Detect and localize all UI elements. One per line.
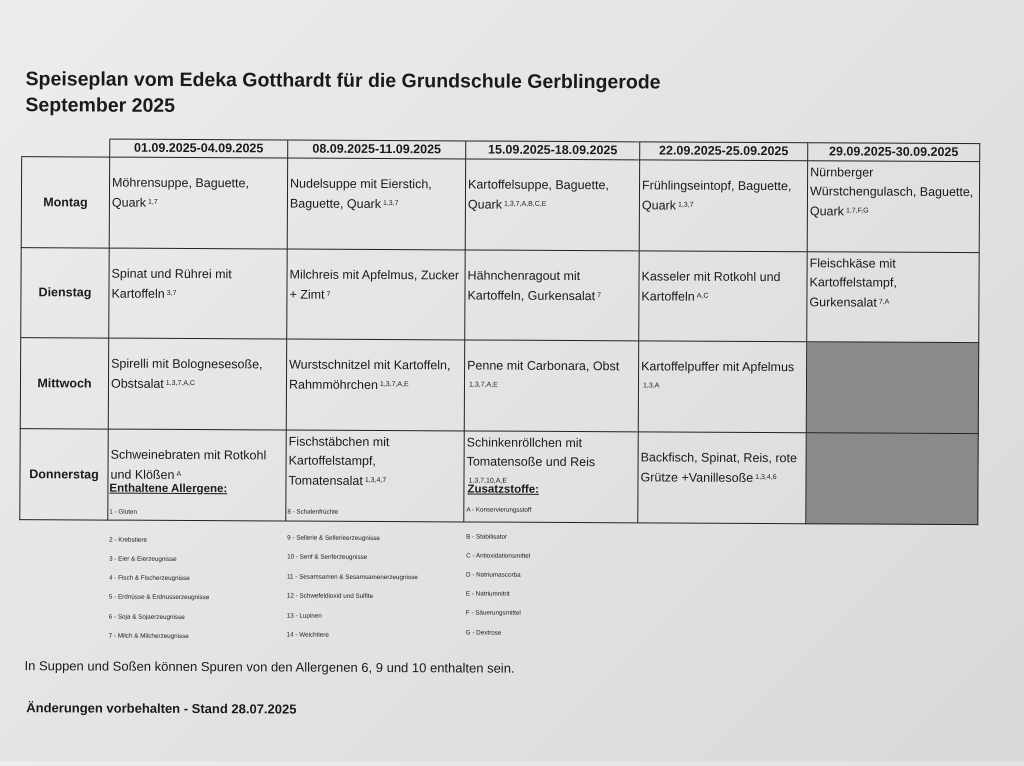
meal-cell xyxy=(109,248,287,339)
meal-cell xyxy=(287,249,465,340)
week-header: 15.09.2025-18.09.2025 xyxy=(466,141,640,160)
revision-note: Änderungen vorbehalten - Stand 28.07.2025 xyxy=(26,700,297,717)
meal-cell xyxy=(465,159,639,251)
meal-cell xyxy=(286,339,464,431)
additive-item: E - Natriumnitrit xyxy=(465,590,510,598)
menu-table xyxy=(19,138,980,525)
table-row xyxy=(21,157,979,253)
allergen-codes: 7 xyxy=(597,292,602,300)
meal-cell xyxy=(639,160,807,252)
allergen-codes: 1,3,4,7 xyxy=(364,476,387,485)
allergen-codes: 1,3,7 xyxy=(677,201,694,209)
allergen-item: 6 - Soja & Sojaerzeugnisse xyxy=(108,613,185,621)
additive-item: A - Konservierungsstoff xyxy=(466,506,532,514)
allergen-item: 4 - Fisch & Fischerzeugnisse xyxy=(108,574,190,583)
header-corner xyxy=(22,139,110,157)
meal-cell xyxy=(464,340,638,432)
meal-text: Möhrensuppe, Baguette, Quark xyxy=(111,175,249,210)
meal-cell xyxy=(638,341,806,433)
title-line-1: Speiseplan vom Edeka Gotthardt für die Grundschule Gerblingerode xyxy=(25,68,661,94)
meal-cell xyxy=(108,429,286,521)
meal-text: Fischstäbchen mit Kartoffelstampf, Tomatensalat xyxy=(288,434,390,488)
additive-item: F - Säuerungsmittel xyxy=(465,609,521,617)
allergen-item: 11 - Sesamsamen & Sesamsamenerzeugnisse xyxy=(286,573,418,582)
day-label: Dienstag xyxy=(21,248,109,338)
week-header: 08.09.2025-11.09.2025 xyxy=(288,140,466,159)
week-header: 22.09.2025-25.09.2025 xyxy=(640,142,808,161)
meal-cell xyxy=(287,158,465,250)
allergen-codes: 1,3,7,10,A,E xyxy=(468,477,508,485)
meal-text: Schweinebraten mit Rotkohl und Klößen xyxy=(110,447,267,482)
meal-text: Kasseler mit Rotkohl und Kartoffeln xyxy=(641,269,781,304)
allergen-item: 8 - Schalenfrüchte xyxy=(287,508,339,516)
day-label: Donnerstag xyxy=(20,429,108,520)
meal-text: Spinat und Rührei mit Kartoffeln xyxy=(111,266,232,301)
allergen-item: 9 - Sellerie & Sellerieerzeugnisse xyxy=(287,534,380,542)
document-title xyxy=(25,66,660,121)
meal-cell xyxy=(807,161,979,253)
allergen-item: 1 - Gluten xyxy=(109,508,137,516)
additive-item: D - Natriumascorba xyxy=(465,571,521,579)
allergen-item: 5 - Erdnüsse & Erdnusserzeugnisse xyxy=(108,593,210,602)
empty-cell xyxy=(806,342,978,434)
meal-text: Milchreis mit Apfelmus, Zucker + Zimt xyxy=(289,267,460,302)
allergen-codes: 3,7 xyxy=(166,289,177,297)
allergens-title: Enthaltene Allergene: xyxy=(109,482,228,496)
meal-text: Frühlingseintopf, Baguette, Quark xyxy=(641,178,792,213)
allergen-codes: 1,3,7,A,C xyxy=(165,379,196,388)
allergen-codes: 1,7,F,G xyxy=(845,207,869,215)
traces-note: In Suppen und Soßen können Spuren von den Allergenen 6, 9 und 10 enthalten sein. xyxy=(24,658,515,676)
allergen-item: 2 - Krebstiere xyxy=(109,536,147,544)
additive-item: C - Antioxidationsmittel xyxy=(466,552,531,560)
allergens-legend xyxy=(109,483,227,496)
allergen-codes: 1,3,A xyxy=(642,382,660,390)
allergen-codes: 1,7 xyxy=(147,198,158,206)
allergen-codes: 1,3,7,A,B,C,E xyxy=(503,200,547,208)
meal-text: Hähnchenragout mit Kartoffeln, Gurkensalat xyxy=(467,268,596,304)
allergen-codes: 7 xyxy=(326,290,331,298)
allergen-codes: 1,3,7,A,E xyxy=(468,381,498,389)
allergen-item: 12 - Schwefeldioxid und Sulfite xyxy=(286,592,374,600)
week-header: 01.09.2025-04.09.2025 xyxy=(110,139,288,158)
week-header: 29.09.2025-30.09.2025 xyxy=(808,143,980,162)
day-label: Montag xyxy=(21,157,109,248)
table-row xyxy=(20,338,978,434)
allergen-codes: A,C xyxy=(696,292,709,300)
meal-cell xyxy=(108,338,286,430)
title-line-2: September 2025 xyxy=(25,94,176,117)
table-row xyxy=(21,248,979,343)
meal-text: Wurstschnitzel mit Kartoffeln, Rahmmöhrchen xyxy=(288,357,451,392)
meal-text: Kartoffelpuffer mit Apfelmus xyxy=(641,359,795,375)
meal-text: Nürnberger Würstchengulasch, Baguette, Quark xyxy=(809,165,974,219)
allergen-item: 10 - Senf & Senferzeugnisse xyxy=(287,553,368,561)
day-label: Mittwoch xyxy=(20,338,108,429)
meal-text: Backfisch, Spinat, Reis, rote Grütze +Vanillesoße xyxy=(640,450,797,485)
allergen-codes: 1,3,4,6 xyxy=(755,473,777,482)
allergen-item: 3 - Eier & Eierzeugnisse xyxy=(109,555,177,563)
meal-text: Fleischkäse mit Kartoffelstampf, Gurkensalat xyxy=(809,256,897,310)
allergen-codes: 7,A xyxy=(878,298,890,306)
allergen-codes: 1,3,7,A,E xyxy=(379,380,409,389)
empty-cell xyxy=(806,433,978,525)
allergen-codes: A xyxy=(176,470,182,478)
meal-text: Penne mit Carbonara, Obst xyxy=(467,358,620,374)
allergen-codes: 1,3,7 xyxy=(382,200,399,208)
allergen-item: 7 - Milch & Milcherzeugnisse xyxy=(108,632,189,640)
meal-text: Schinkenröllchen mit Tomatensoße und Reis xyxy=(466,435,596,470)
allergen-item: 13 - Lupinen xyxy=(286,612,322,620)
additives-title: Zusatzstoffe: xyxy=(467,483,540,496)
additive-item: G - Dextrose xyxy=(465,629,502,637)
meal-cell xyxy=(639,251,807,342)
meal-text: Nudelsuppe mit Eierstich, Baguette, Quark xyxy=(289,176,432,211)
meal-cell xyxy=(109,157,287,249)
meal-cell xyxy=(638,432,806,524)
meal-text: Spirelli mit Bolognesesoße, Obstsalat xyxy=(110,356,263,391)
meal-cell xyxy=(807,252,979,343)
meal-text: Kartoffelsuppe, Baguette, Quark xyxy=(467,177,609,212)
meal-cell xyxy=(465,250,639,341)
additives-legend xyxy=(467,483,539,495)
allergen-item: 14 - Weichtiere xyxy=(286,631,329,639)
additive-item: B - Stabilisator xyxy=(466,533,508,541)
